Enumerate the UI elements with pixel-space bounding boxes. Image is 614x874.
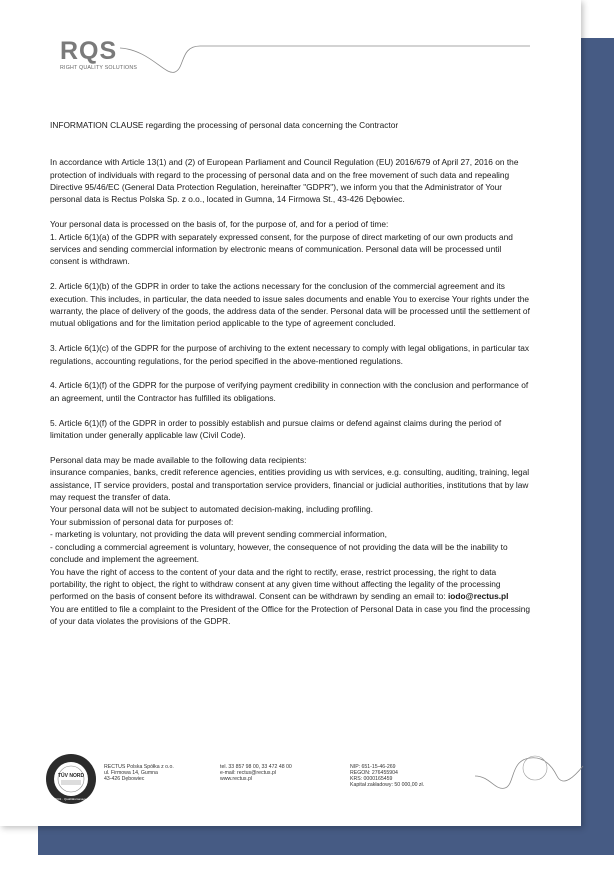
logo-letters: RQS bbox=[60, 37, 118, 65]
seal-center-text: TÜV NORD bbox=[57, 773, 85, 779]
document-title: INFORMATION CLAUSE regarding the processing of personal data concerning the Contractor bbox=[50, 120, 399, 130]
submission-heading: Your submission of personal data for purposes of: bbox=[50, 516, 234, 527]
intro-paragraph: In accordance with Article 13(1) and (2) of European Parliament and Council Regulation (EU) 2016/679 of April 27, 2016 on the protection of individuals with regard to the processing of personal data and on the free movement of such data and repealing Directive 95/46/EC (General Data Protection Regulation, hereinafter "GDPR"), we inform you that the Administrator of Your personal data is Rectus Polska Sp. z o.o., located in Gumna, 14 Firmowa St., 43-426 Dębowiec. bbox=[50, 157, 519, 205]
footer-company-line: RECTUS Polska Spółka z o.o. bbox=[104, 764, 174, 770]
contact-email: iodo@rectus.pl bbox=[447, 591, 509, 602]
footer-contact bbox=[220, 764, 292, 782]
footer-swoosh-decoration bbox=[475, 746, 585, 796]
footer-company-line: ul. Firmowa 14, Gumna bbox=[104, 770, 158, 776]
document-body bbox=[50, 119, 532, 628]
recipients-heading: Personal data may be made available to the following data recipients: bbox=[50, 454, 307, 465]
rights-paragraph bbox=[50, 566, 532, 603]
automated-decision-note: Your personal data will not be subject to automated decision-making, including profiling. bbox=[50, 504, 373, 515]
page-footer bbox=[45, 752, 585, 812]
footer-website: www.rectus.pl bbox=[220, 776, 252, 782]
footer-krs: KRS: 0000165459 bbox=[350, 776, 393, 782]
footer-company bbox=[104, 764, 174, 782]
footer-email: e-mail: rectus@rectus.pl bbox=[220, 770, 277, 776]
basis-heading: Your personal data is processed on the basis of, for the purpose of, and for a period of time: bbox=[50, 219, 389, 230]
basis-point-3: 3. Article 6(1)(c) of the GDPR for the purpose of archiving to the extent necessary to comply with legal obligations, in particular tax regulations, accounting regulations, for the period specified in the above-mentioned regulations. bbox=[50, 343, 530, 366]
footer-nip: NIP: 651-15-46-269 bbox=[350, 764, 396, 770]
footer-regon: REGON: 276455904 bbox=[350, 770, 398, 776]
seal-ring-text: ISO 9001 · Qualitätsmanagement bbox=[48, 797, 94, 801]
basis-point-4: 4. Article 6(1)(f) of the GDPR for the purpose of verifying payment credibility in connection with the conclusion and performance of an agreement, until the Contractor has fulfilled its obligations. bbox=[50, 380, 529, 403]
tuv-certification-seal bbox=[45, 753, 97, 805]
basis-point-5: 5. Article 6(1)(f) of the GDPR in order to possibly establish and pursue claims or defend against claims during the period of limitation under generally applicable law (Civil Code). bbox=[50, 417, 502, 441]
logo-swoosh-decoration bbox=[120, 36, 540, 76]
footer-registry bbox=[350, 764, 424, 788]
submission-marketing: - marketing is voluntary, not providing the data will prevent sending commercial information, bbox=[50, 529, 387, 540]
submission-agreement: - concluding a commercial agreement is voluntary, however, the consequence of not providing the data will be the inability to conclude and implement the agreement. bbox=[50, 541, 508, 565]
complaint-paragraph: You are entitled to file a complaint to the President of the Office for the Protection of Personal Data in case you find the processing of your data violates the provisions of the GDPR. bbox=[50, 603, 531, 627]
basis-point-1: 1. Article 6(1)(a) of the GDPR with separately expressed consent, for the purpose of direct marketing of our own products and services and sending commercial information by electronic means of communication. Personal data will be processed until consent is withdrawn. bbox=[50, 231, 513, 267]
logo-tagline: RIGHT QUALITY SOLUTIONS bbox=[60, 65, 138, 71]
footer-phone: tel. 33 857 98 00, 33 472 48 00 bbox=[220, 764, 292, 770]
basis-point-2: 2. Article 6(1)(b) of the GDPR in order to take the actions necessary for the conclusion of the commercial agreement and its execution. This includes, in particular, the data needed to issue sales documents and enable You to exercise Your rights under the warranty, the place of delivery of the goods, the address data of the sender. Personal data will be processed until the settlement of mutual obligations and for the limitation period applicable to the type of agreement concluded. bbox=[50, 281, 530, 329]
footer-capital: Kapitał zakładowy: 50 000,00 zł. bbox=[350, 782, 425, 788]
footer-company-line: 43-426 Dębowiec bbox=[104, 776, 145, 782]
recipients-list: insurance companies, banks, credit reference agencies, entities providing us with services, e.g. consulting, auditing, training, legal assistance, IT service providers, postal and transportation service providers, financial or judicial authorities, institutions that by law may request the transfer of data. bbox=[50, 467, 530, 503]
rights-text: You have the right of access to the content of your data and the right to rectify, erase, restrict processing, the right to data portability, the right to object, the right to withdraw consent at any given time without affecting the legality of the processing performed on the basis of consent before its withdrawal. Consent can be withdrawn by sending an email to: bbox=[50, 566, 501, 602]
